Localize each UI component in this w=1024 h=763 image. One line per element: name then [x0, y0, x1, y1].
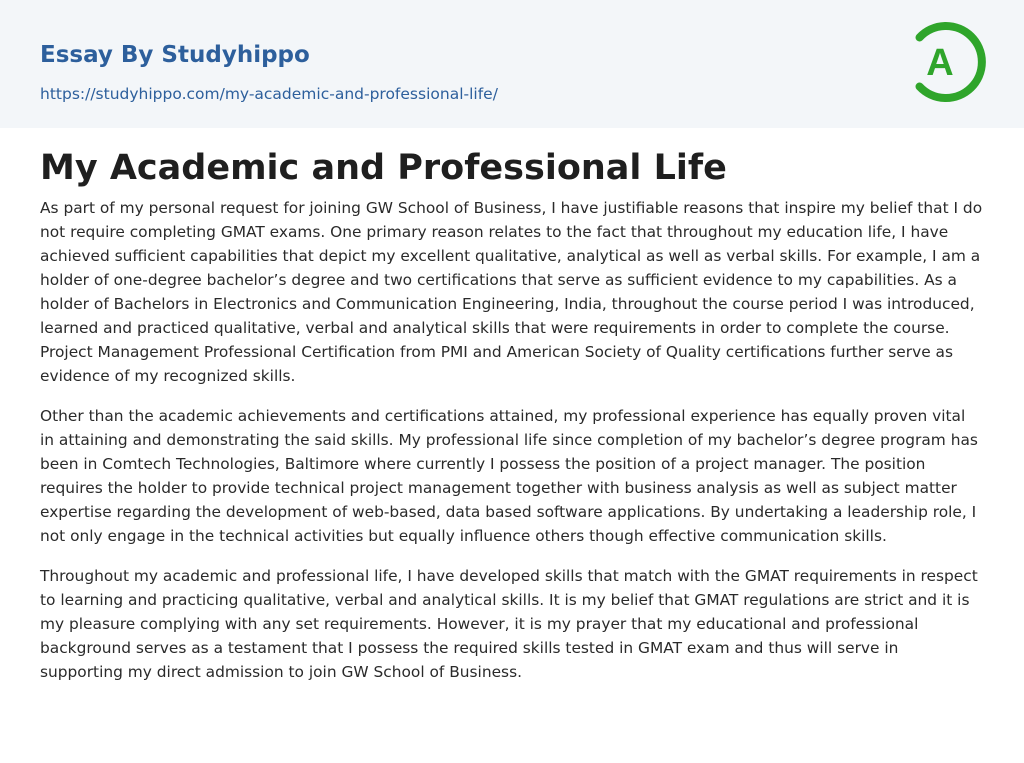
- essay-content: [40, 146, 984, 700]
- source-url-link[interactable]: https://studyhippo.com/my-academic-and-professional-life/: [40, 85, 498, 103]
- logo-letter: A: [926, 42, 954, 84]
- essay-paragraph-1: As part of my personal request for joining GW School of Business, I have justifiable reasons that inspire my belief that I do not require completing GMAT exams. One primary reason relates to the fact that throughout my education life, I have achieved sufficient capabilities that depict my excellent qualitative, analytical as well as verbal skills. For example, I am a holder of one-degree bachelor’s degree and two certifications that serve as sufficient evidence to my capabilities. As a holder of Bachelors in Electronics and Communication Engineering, India, throughout the course period I was introduced, learned and practiced qualitative, verbal and analytical skills that were requirements in order to complete the course. Project Management Professional Certification from PMI and American Society of Quality certifications further serve as evidence of my recognized skills.: [40, 199, 983, 385]
- essay-paragraph-2: Other than the academic achievements and certifications attained, my professional experience has equally proven vital in attaining and demonstrating the said skills. My professional life since completion of my bachelor’s degree program has been in Comtech Technologies, Baltimore where currently I possess the position of a project manager. The position requires the holder to provide technical project management together with business analysis as well as subject matter expertise regarding the development of web-based, data based software applications. By undertaking a leadership role, I not only engage in the technical activities but equally influence others though effective communication skills.: [40, 407, 978, 545]
- brand-title: Essay By Studyhippo: [40, 42, 310, 68]
- studyhippo-logo-icon[interactable]: [912, 19, 986, 105]
- essay-paragraph-3: Throughout my academic and professional life, I have developed skills that match with the GMAT requirements in respect to learning and practicing qualitative, verbal and analytical skills. It is my belief that GMAT regulations are strict and it is my pleasure complying with any set requirements. However, it is my prayer that my educational and professional background serves as a testament that I possess the required skills tested in GMAT exam and thus will serve in supporting my direct admission to join GW School of Business.: [40, 567, 978, 681]
- essay-title: My Academic and Professional Life: [40, 148, 727, 188]
- page-header: [0, 0, 1024, 128]
